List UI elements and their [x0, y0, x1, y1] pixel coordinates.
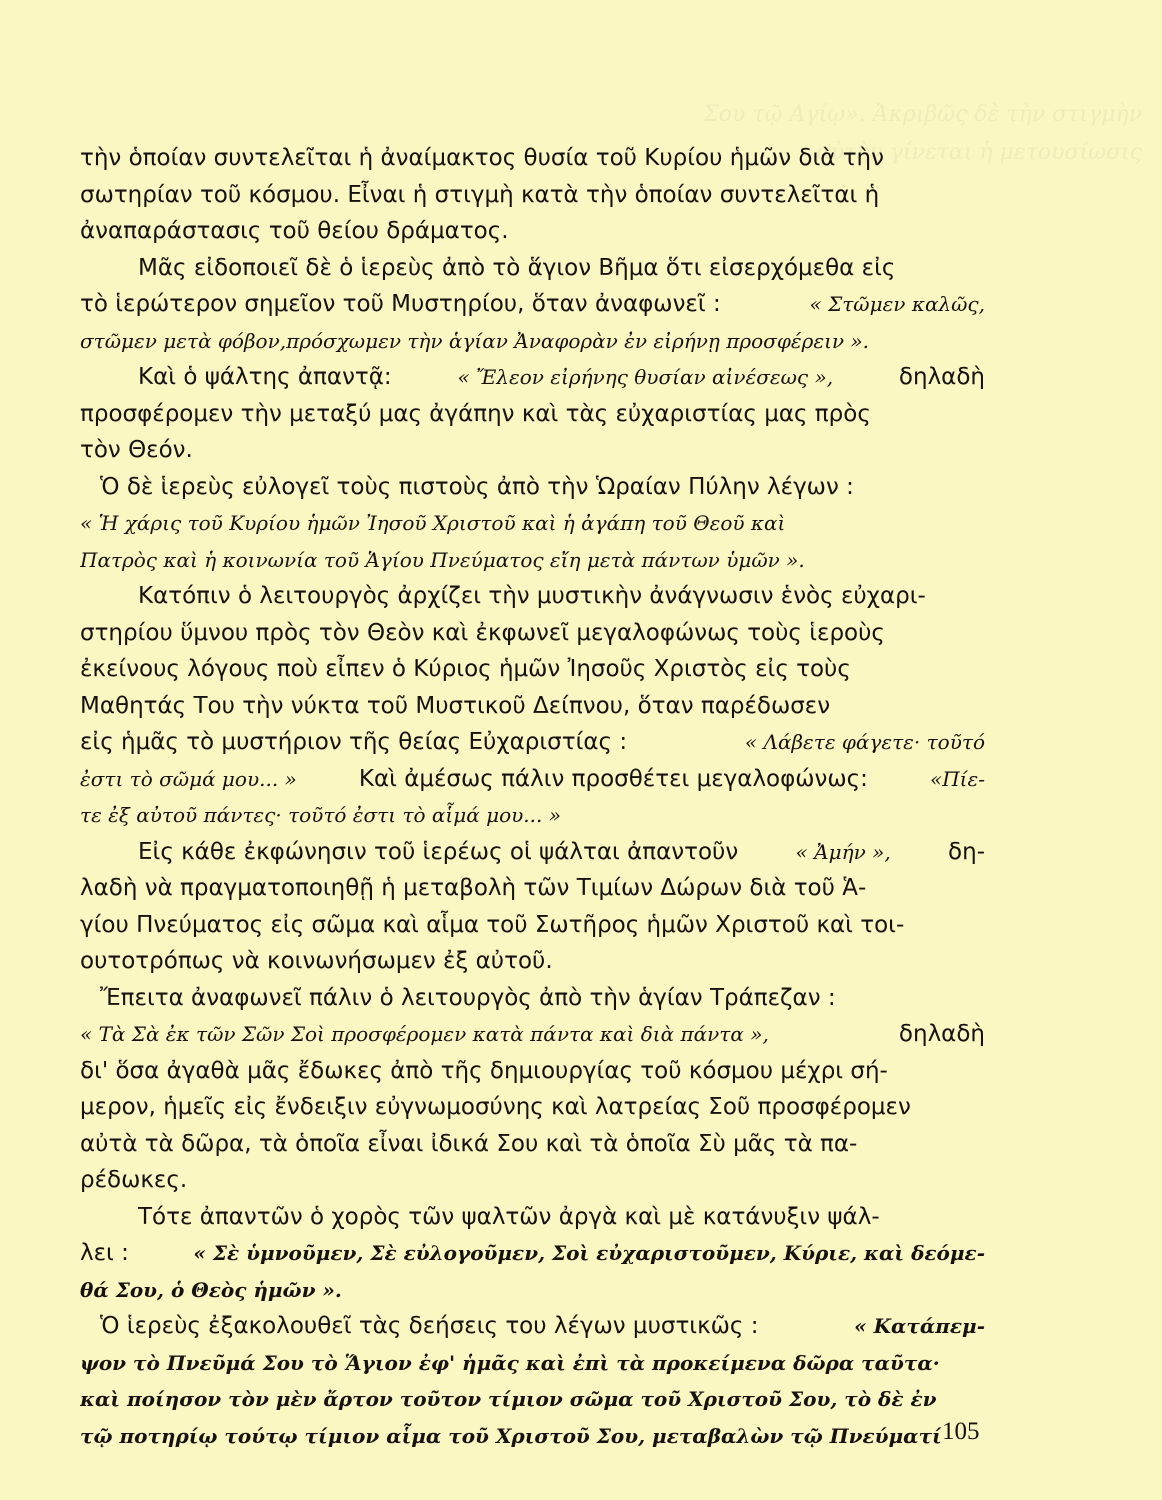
italic-quote: « Τὰ Σὰ ἐκ τῶν Σῶν Σοὶ προσφέρομεν κατὰ πάντα καὶ διὰ πάντα »,: [80, 1022, 769, 1046]
text-segment: Ὁ δὲ ἱερεὺς εὐλογεῖ τοὺς πιστοὺς ἀπὸ τὴν Ὡραίαν Πύλην λέγων :: [100, 473, 854, 500]
text-line: [80, 359, 985, 396]
text-segment: Ὁ ἱερεὺς ἐξακολουθεῖ τὰς δεήσεις του λέγων μυστικῶς :: [100, 1313, 766, 1339]
italic-quote: ἐστι τὸ σῶμά μου... »: [80, 766, 297, 791]
page-body: [80, 140, 985, 1454]
text-segment: Ἔπειτα ἀναφωνεῖ πάλιν ὁ λειτουργὸς ἀπὸ τὴν ἁγίαν Τράπεζαν :: [100, 984, 836, 1011]
text-line: [80, 724, 985, 761]
italic-quote: « Ἔλεον εἰρήνης θυσίαν αἰνέσεως »,: [457, 365, 834, 389]
text-line: [80, 286, 985, 323]
text-line: [80, 943, 985, 980]
text-line: [80, 1345, 985, 1382]
italic-quote: στῶμεν μετὰ φόβον,πρόσχωμεν τὴν ἁγίαν Ἀναφορὰν ἐν εἰρήνῃ προσφέρειν ».: [80, 328, 870, 353]
text-segment: εἰς ἡμᾶς τὸ μυστήριον τῆς θείας Εὐχαριστίας :: [80, 729, 635, 755]
italic-quote: καὶ ποίησον τὸν μὲν ἄρτον τοῦτον τίμιον σῶμα τοῦ Χριστοῦ Σου, τὸ δὲ ἐν: [80, 1387, 937, 1411]
text-segment: Εἰς κάθε ἐκφώνησιν τοῦ ἱερέως οἱ ψάλται ἀπαντοῦν: [138, 838, 746, 865]
italic-quote: « Ἀμήν »,: [795, 839, 891, 864]
text-segment: τὴν ὁποίαν συντελεῖται ἡ ἀναίμακτος θυσία τοῦ Κυρίου ἡμῶν διὰ τὴν: [80, 145, 884, 171]
text-line: [80, 1418, 985, 1455]
text-line: [80, 140, 985, 177]
text-line: [80, 688, 985, 725]
text-line: [80, 1308, 985, 1345]
text-line: [80, 907, 985, 944]
text-segment: Μᾶς εἰδοποιεῖ δὲ ὁ ἱερεὺς ἀπὸ τὸ ἅγιον Βῆμα ὅτι εἰσερχόμεθα εἰς: [138, 254, 896, 281]
text-line: [80, 1016, 985, 1053]
text-line: [80, 651, 985, 688]
text-line: [80, 1381, 985, 1418]
italic-quote: τε ἐξ αὐτοῦ πάντες· τοῦτό ἐστι τὸ αἷμά μου... »: [80, 803, 561, 827]
italic-quote: Πατρὸς καὶ ἡ κοινωνία τοῦ Ἁγίου Πνεύματος εἴη μετὰ πάντων ὑμῶν ».: [80, 547, 805, 572]
text-segment: Τότε ἀπαντῶν ὁ χορὸς τῶν ψαλτῶν ἀργὰ καὶ μὲ κατάνυξιν ψάλ-: [138, 1203, 880, 1230]
text-line: [80, 396, 985, 433]
text-segment: λει :: [80, 1240, 137, 1266]
text-line: [80, 323, 985, 360]
italic-quote: « Σὲ ὑμνοῦμεν, Σὲ εὐλογοῦμεν, Σοὶ εὐχαριστοῦμεν, Κύριε, καὶ δεόμε-: [193, 1241, 985, 1265]
text-line: [80, 505, 985, 542]
text-segment: Καὶ ὁ ψάλτης ἀπαντᾷ:: [138, 364, 399, 390]
text-segment: Μαθητάς Του τὴν νύκτα τοῦ Μυστικοῦ Δείπνου, ὅταν παρέδωσεν: [80, 692, 831, 719]
text-line: [80, 177, 985, 214]
text-line: [80, 578, 985, 615]
italic-quote: θά Σου, ὁ Θεὸς ἡμῶν ».: [80, 1277, 342, 1302]
text-line: [80, 615, 985, 652]
text-segment: τὸν Θεόν.: [80, 437, 193, 463]
text-segment: δηλαδὴ: [891, 1021, 985, 1047]
text-line: [80, 542, 985, 579]
text-segment: τὸ ἱερώτερον σημεῖον τοῦ Μυστηρίου, ὅταν ἀναφωνεῖ :: [80, 291, 728, 317]
text-line: [80, 250, 985, 287]
italic-quote: « Ἡ χάρις τοῦ Κυρίου ἡμῶν Ἰησοῦ Χριστοῦ καὶ ἡ ἀγάπη τοῦ Θεοῦ καὶ: [80, 511, 786, 535]
text-line: [80, 980, 985, 1017]
text-line: [80, 1053, 985, 1090]
text-line: [80, 1272, 985, 1309]
text-line: [80, 1199, 985, 1236]
text-segment: Κατόπιν ὁ λειτουργὸς ἀρχίζει τὴν μυστικὴν ἀνάγνωσιν ἑνὸς εὐχαρι-: [138, 583, 926, 609]
text-segment: ρέδωκες.: [80, 1167, 188, 1193]
text-line: [80, 1089, 985, 1126]
text-segment: δι' ὅσα ἀγαθὰ μᾶς ἔδωκες ἀπὸ τῆς δημιουργίας τοῦ κόσμου μέχρι σή-: [80, 1057, 888, 1084]
text-segment: λαδὴ νὰ πραγματοποιηθῇ ἡ μεταβολὴ τῶν Τιμίων Δώρων διὰ τοῦ Ἁ-: [80, 875, 867, 901]
text-line: [80, 834, 985, 871]
text-segment: δη-: [940, 838, 985, 865]
text-line: [80, 870, 985, 907]
text-line: [80, 469, 985, 506]
page-number: 105: [942, 1418, 980, 1445]
text-segment: ἐκείνους λόγους ποὺ εἶπεν ὁ Κύριος ἡμῶν Ἰησοῦς Χριστὸς εἰς τοὺς: [80, 656, 851, 682]
text-segment: ουτοτρόπως νὰ κοινωνήσωμεν ἐξ αὐτοῦ.: [80, 948, 553, 974]
text-line: [80, 432, 985, 469]
text-line: [80, 1162, 985, 1199]
text-segment: Καὶ ἀμέσως πάλιν προσθέτει μεγαλοφώνως:: [351, 765, 876, 792]
text-segment: σωτηρίαν τοῦ κόσμου. Εἶναι ἡ στιγμὴ κατὰ τὴν ὁποίαν συντελεῖται ἡ: [80, 181, 880, 208]
text-line: [80, 213, 985, 250]
text-segment: γίου Πνεύματος εἰς σῶμα καὶ αἷμα τοῦ Σωτῆρος ἡμῶν Χριστοῦ καὶ τοι-: [80, 911, 905, 938]
italic-quote: « Λάβετε φάγετε· τοῦτό: [744, 730, 985, 754]
bleed-through-text: Σου τῷ Αγίῳ». Ἀκριβῶς δὲ τὴν στιγμὴν αὐτὴν γίνεται ἡ μετουσίωσις: [703, 102, 1142, 165]
text-segment: στηρίου ὕμνου πρὸς τὸν Θεὸν καὶ ἐκφωνεῖ μεγαλοφώνως τοὺς ἱεροὺς: [80, 619, 885, 646]
text-segment: αὐτὰ τὰ δῶρα, τὰ ὁποῖα εἶναι ἰδικά Σου καὶ τὰ ὁποῖα Σὺ μᾶς τὰ πα-: [80, 1130, 858, 1157]
italic-quote: ψον τὸ Πνεῦμά Σου τὸ Ἅγιον ἐφ' ἡμᾶς καὶ ἐπὶ τὰ προκείμενα δῶρα ταῦτα·: [80, 1350, 940, 1375]
text-line: [80, 761, 985, 798]
italic-quote: « Στῶμεν καλῶς,: [809, 292, 985, 316]
text-line: [80, 797, 985, 834]
italic-quote: « Κατάπεμ-: [854, 1314, 985, 1338]
text-segment: προσφέρομεν τὴν μεταξύ μας ἀγάπην καὶ τὰς εὐχαριστίας μας πρὸς: [80, 400, 871, 427]
text-segment: δηλαδὴ: [891, 364, 985, 390]
italic-quote: «Πίε-: [929, 766, 985, 791]
text-segment: ἀναπαράστασις τοῦ θείου δράματος.: [80, 218, 509, 244]
italic-quote: τῷ ποτηρίῳ τούτῳ τίμιον αἷμα τοῦ Χριστοῦ Σου, μεταβαλὼν τῷ Πνεύματί: [80, 1423, 942, 1448]
text-segment: μερον, ἡμεῖς εἰς ἔνδειξιν εὐγνωμοσύνης καὶ λατρείας Σοῦ προσφέρομεν: [80, 1094, 911, 1120]
text-line: [80, 1235, 985, 1272]
text-line: [80, 1126, 985, 1163]
